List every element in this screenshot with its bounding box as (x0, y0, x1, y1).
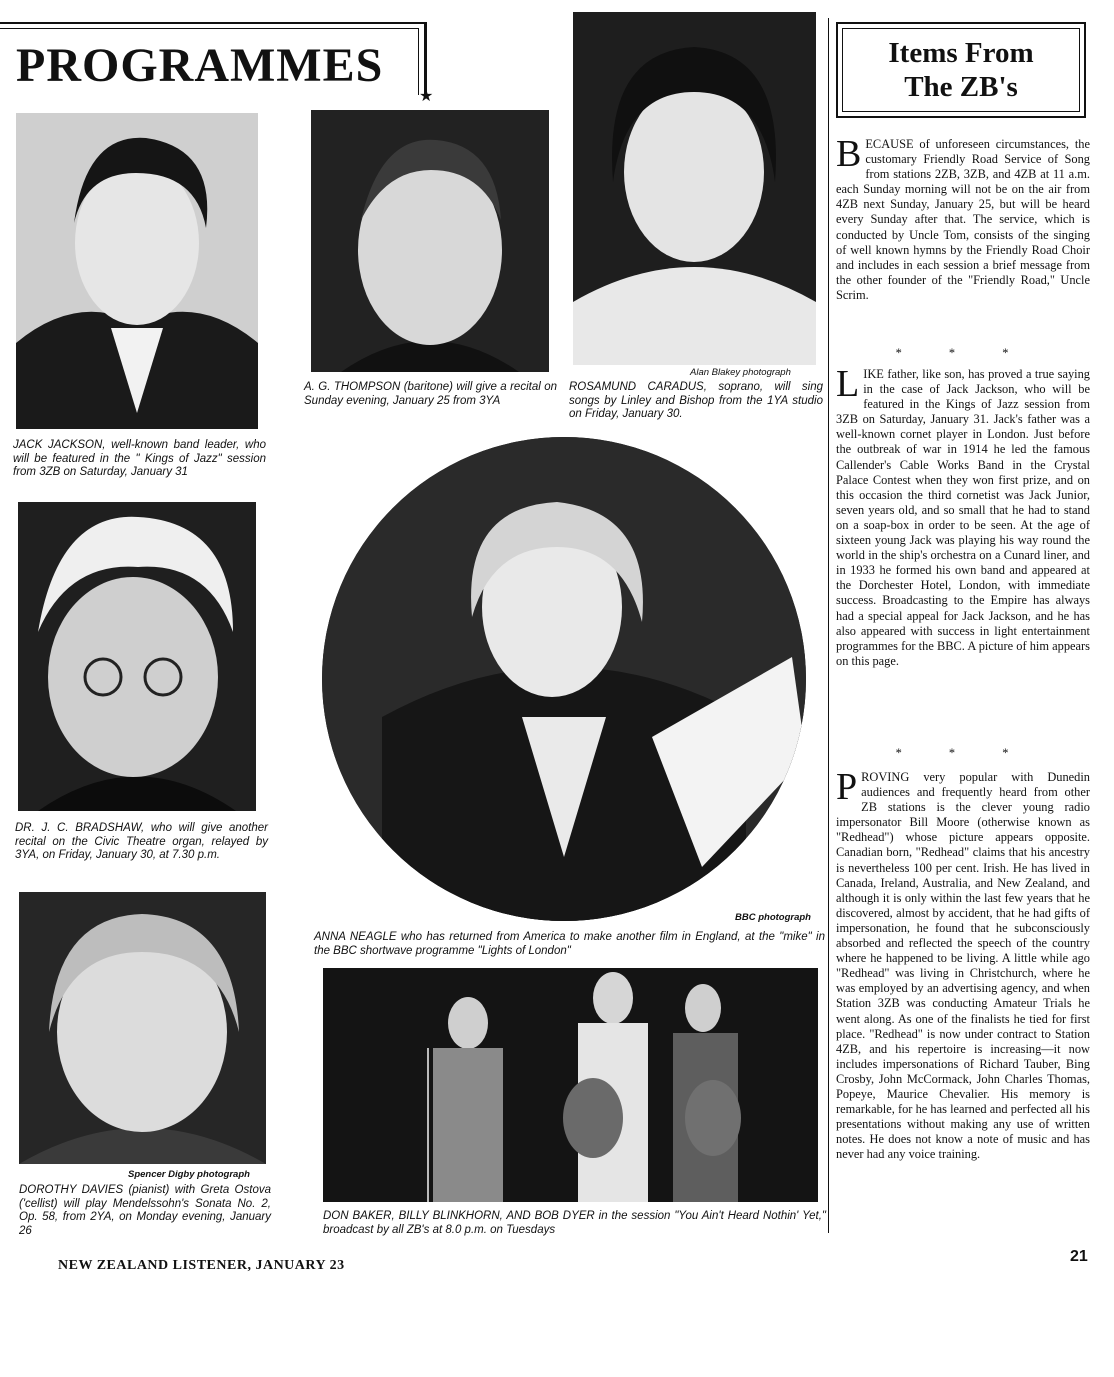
page-title: PROGRAMMES (16, 39, 384, 92)
caption-jack-jackson: JACK JACKSON, well-known band leader, who will be featured in the " Kings of Jazz" session from 3ZB on Saturday, January 31 (13, 439, 266, 478)
separator-2: * * * (895, 746, 1031, 760)
dropcap-l: L (836, 363, 860, 405)
sidebar-title-line1: Items From (888, 37, 1034, 69)
caption-caradus: ROSAMUND CARADUS, soprano, will sing songs by Linley and Bishop from the 1YA studio on Friday, January 30. (569, 381, 823, 420)
caption-davies: DOROTHY DAVIES (pianist) with Greta Ostova ('cellist) will play Mendelssohn's Sonata No. 2, Op. 58, from 2YA, on Monday evening, January 26 (19, 1184, 271, 1237)
footer-publication: NEW ZEALAND LISTENER, JANUARY 23 (58, 1258, 345, 1273)
photo-caradus (573, 12, 816, 365)
article-redhead (836, 766, 1090, 1162)
photo-thompson (311, 110, 549, 372)
article-1-text: ECAUSE of unforeseen circumstances, the customary Friendly Road Service of Song from stations 2ZB, 3ZB, and 4ZB at 11 a.m. each Sunday morning will not be on the air from 4ZB next Sunday, January 25, but will be heard every Sunday after that. The service, which is conducted by Uncle Tom, consists of the singing of well known hymns by the Friendly Road Choir and includes in each session a brief message from the other founder of the "Friendly Road," Uncle Scrim. (836, 137, 1090, 302)
caption-thompson: A. G. THOMPSON (baritone) will give a recital on Sunday evening, January 25 from 3YA (304, 381, 557, 407)
credit-blakey: Alan Blakey photograph (690, 367, 791, 378)
photo-bradshaw (18, 502, 256, 811)
star-ornament: ★ (419, 86, 434, 105)
article-friendly-road (836, 133, 1090, 303)
caption-neagle: ANNA NEAGLE who has returned from America to make another film in England, at the "mike" in the BBC shortwave programme "Lights of London" (314, 931, 825, 957)
photo-jack-jackson (16, 113, 258, 429)
dropcap-b: B (836, 133, 862, 175)
photo-neagle (322, 437, 806, 921)
photo-baker-blinkhorn-dyer (323, 968, 818, 1202)
separator-1: * * * (895, 346, 1031, 360)
column-rule (828, 18, 829, 1233)
sidebar-title-line2: The ZB's (904, 71, 1018, 103)
caption-bradshaw: DR. J. C. BRADSHAW, who will give another recital on the Civic Theatre organ, relayed by 3YA, on Friday, January 30, at 7.30 p.m. (15, 822, 268, 861)
sidebar-title-box (836, 22, 1086, 118)
credit-digby: Spencer Digby photograph (128, 1169, 250, 1180)
caption-baker: DON BAKER, BILLY BLINKHORN, AND BOB DYER in the session "You Ain't Heard Nothin' Yet," broadcast by all ZB's at 8.0 p.m. on Tuesdays (323, 1210, 826, 1236)
photo-davies (19, 892, 266, 1164)
article-3-text: ROVING very popular with Dunedin audiences and frequently heard from other ZB stations is the clever young radio impersonator Bill Moore (otherwise known as "Redhead") whose picture appears opposite. Canadian born, "Redhead" claims that his ancestry is nevertheless 100 per cent. Irish. He has lived in Canada, Ireland, Australia, and New Zealand, and although it is only within the last few years that he discovered, almost by accident, that he had gifts of impersonation, he found that he subconsciously absorbed and reflected the speech of the country where he happened to be living. A little while ago "Redhead" was living in Christchurch, where he was employed by an advertising agency, and when Station 3ZB was conducting Amateur Trials he went along. As one of the finalists he tied for first place. "Redhead" is now under contract to Station 4ZB, and his repertoire is increasing—it now includes impersonations of Richard Tauber, Bing Crosby, John McCormack, John Charles Thomas, Popeye, Maurice Chevalier. His memory is remarkable, for he has learned and perfected all his presentations without making any use of written notes. He does not know a note of music and has never had any voice training. (836, 770, 1090, 1162)
credit-bbc: BBC photograph (735, 912, 811, 923)
article-jack-jackson (836, 363, 1090, 669)
page-number: 21 (1070, 1248, 1088, 1265)
article-2-text: IKE father, like son, has proved a true saying in the case of Jack Jackson, who will be featured in the Kings of Jazz session from 3ZB on Saturday, January 31. Jack's father was a well-known cornet player in London. Just before the outbreak of war in 1914 he led the famous Callender's Cable Works Band in the Crystal Palace Contest when they won first prize, and on this occasion the third cornetist was Jack Junior, seven years old, and so small that he had to stand on a soap-box in order to be seen. At the age of sixteen young Jack was playing his way round the world in the ship's orchestra on a Cunard liner, and in 1933 he formed his own band and appeared at the Dorchester Hotel, London, with immediate success. Broadcasting to the Empire has always had a special appeal for Jack Jackson, and he has also appeared with success in light entertainment programmes for the BBC. A picture of him appears on this page. (836, 367, 1090, 668)
dropcap-p: P (836, 766, 858, 808)
